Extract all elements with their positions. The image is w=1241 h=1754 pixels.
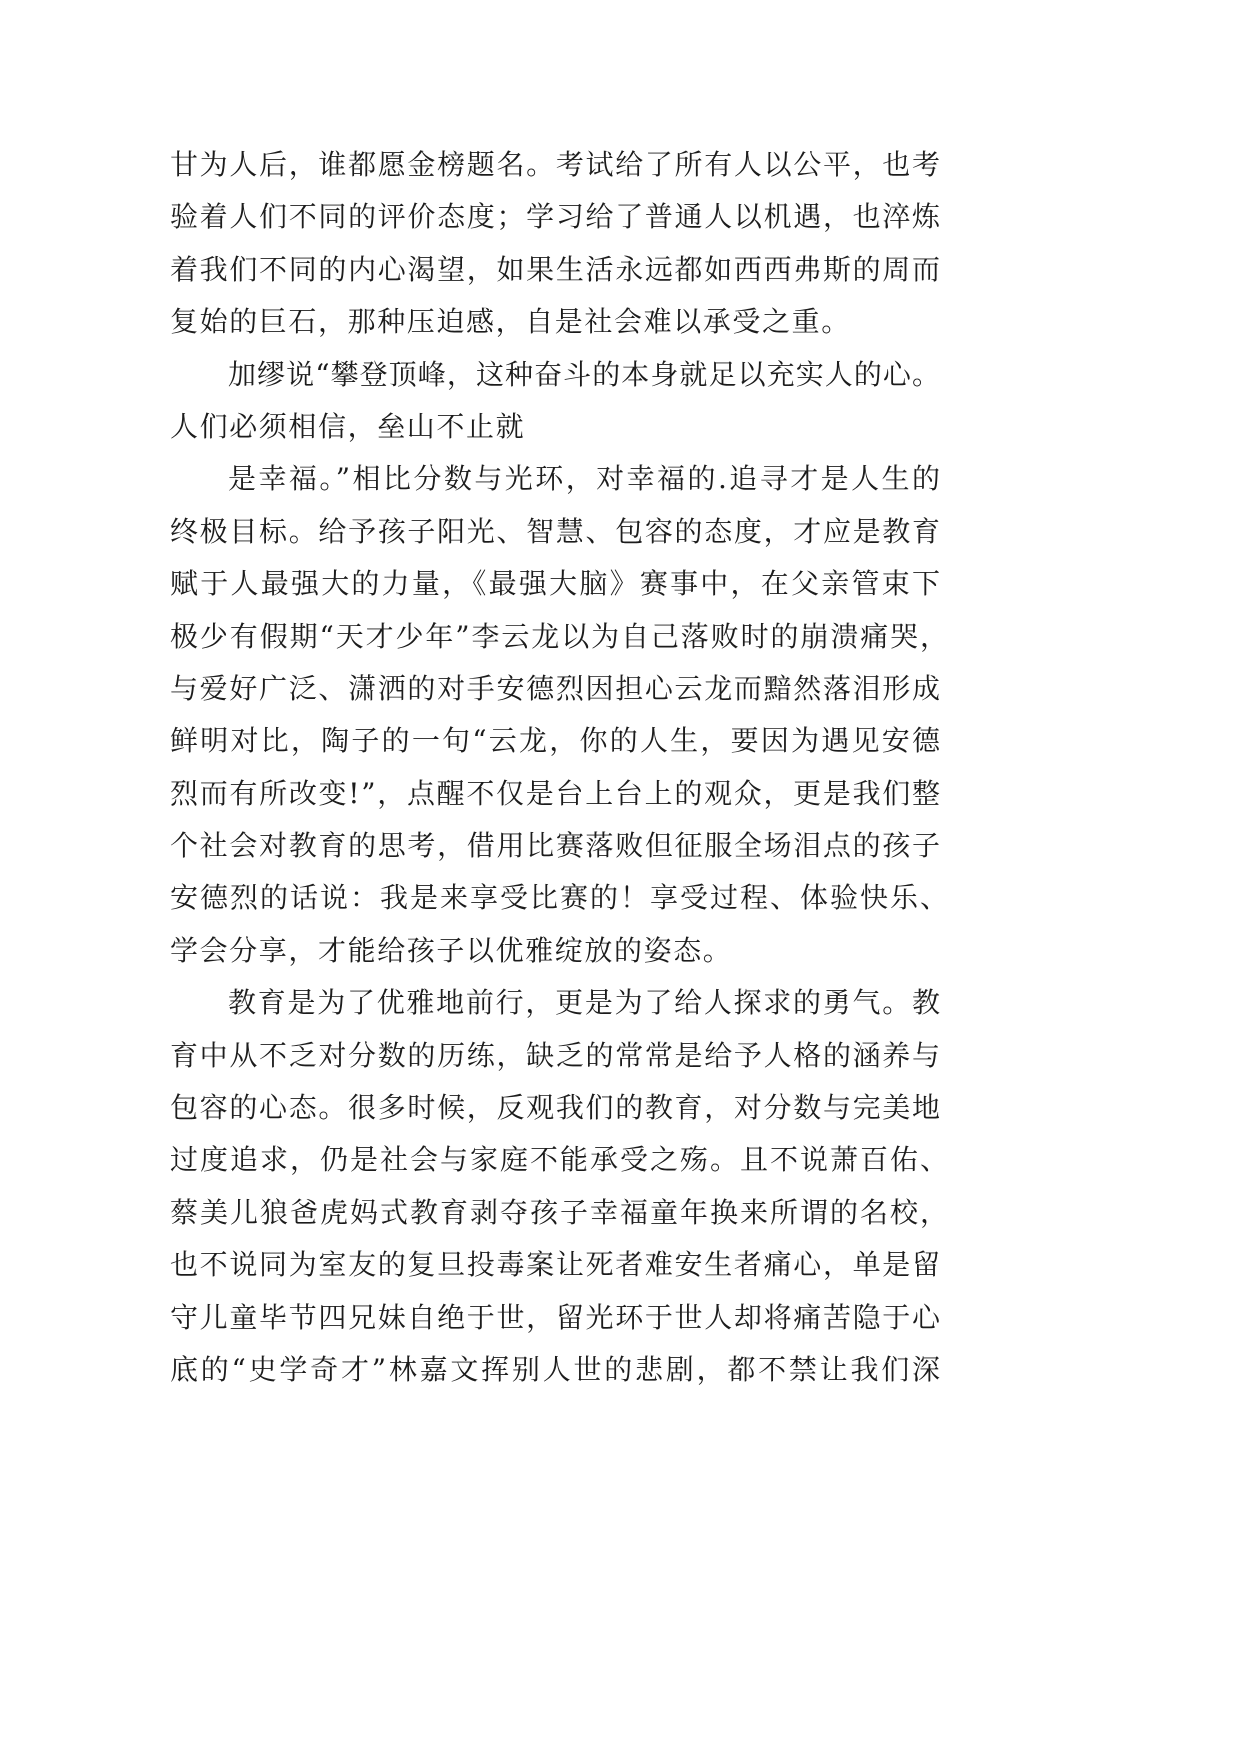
text-line: 复始的巨石，那种压迫感，自是社会难以承受之重。 xyxy=(170,305,851,339)
text-line: 加缪说“攀登顶峰，这种奋斗的本身就足以充实人的心。 xyxy=(228,357,942,391)
text-line: 学会分享，才能给孩子以优雅绽放的姿态。 xyxy=(170,933,733,967)
paragraph xyxy=(170,139,960,349)
text-line: 教育是为了优雅地前行，更是为了给人探求的勇气。教 xyxy=(228,986,942,1020)
paragraph xyxy=(170,349,960,454)
text-line: 个社会对教育的思考，借用比赛落败但征服全场泪点的孩子 xyxy=(170,829,942,863)
text-line: 是幸福。”相比分数与光环，对幸福的.追寻才是人生的 xyxy=(228,462,943,496)
paragraph xyxy=(170,977,960,1396)
text-line: 育中从不乏对分数的历练，缺乏的常常是给予人格的涵养与 xyxy=(170,1038,942,1072)
text-line: 终极目标。给予孩子阳光、智慧、包容的态度，才应是教育 xyxy=(170,514,942,548)
text-line: 过度追求，仍是社会与家庭不能承受之殇。且不说萧百佑、 xyxy=(170,1143,950,1177)
text-line: 赋于人最强大的力量，《最强大脑》赛事中，在父亲管束下 xyxy=(170,567,943,601)
text-line: 安德烈的话说：我是来享受比赛的！享受过程、体验快乐、 xyxy=(170,881,950,915)
text-line: 也不说同为室友的复旦投毒案让死者难安生者痛心，单是留 xyxy=(170,1248,942,1282)
text-line: 与爱好广泛、潇洒的对手安德烈因担心云龙而黯然落泪形成 xyxy=(170,671,942,705)
text-line: 验着人们不同的评价态度；学习给了普通人以机遇，也淬炼 xyxy=(170,200,942,234)
text-line: 包容的心态。很多时候，反观我们的教育，对分数与完美地 xyxy=(170,1091,942,1125)
text-line: 守儿童毕节四兄妹自绝于世，留光环于世人却将痛苦隐于心 xyxy=(170,1300,942,1334)
text-line: 甘为人后，谁都愿金榜题名。考试给了所有人以公平，也考 xyxy=(170,148,942,181)
text-line: 烈而有所改变!”，点醒不仅是台上台上的观众，更是我们整 xyxy=(170,776,942,810)
document-body xyxy=(170,139,960,1396)
text-line: 底的“史学奇才”林嘉文挥别人世的悲剧，都不禁让我们深 xyxy=(170,1352,943,1386)
text-line: 极少有假期“天才少年”李云龙以为自己落败时的崩溃痛哭， xyxy=(170,619,950,653)
paragraph xyxy=(170,453,960,977)
text-line: 蔡美儿狼爸虎妈式教育剥夺孩子幸福童年换来所谓的名校， xyxy=(170,1195,950,1229)
text-line: 着我们不同的内心渴望，如果生活永远都如西西弗斯的周而 xyxy=(170,252,942,286)
text-line: 鲜明对比，陶子的一句“云龙，你的人生，要因为遇见安德 xyxy=(170,724,943,758)
text-line: 人们必须相信，垒山不止就 xyxy=(170,409,526,443)
